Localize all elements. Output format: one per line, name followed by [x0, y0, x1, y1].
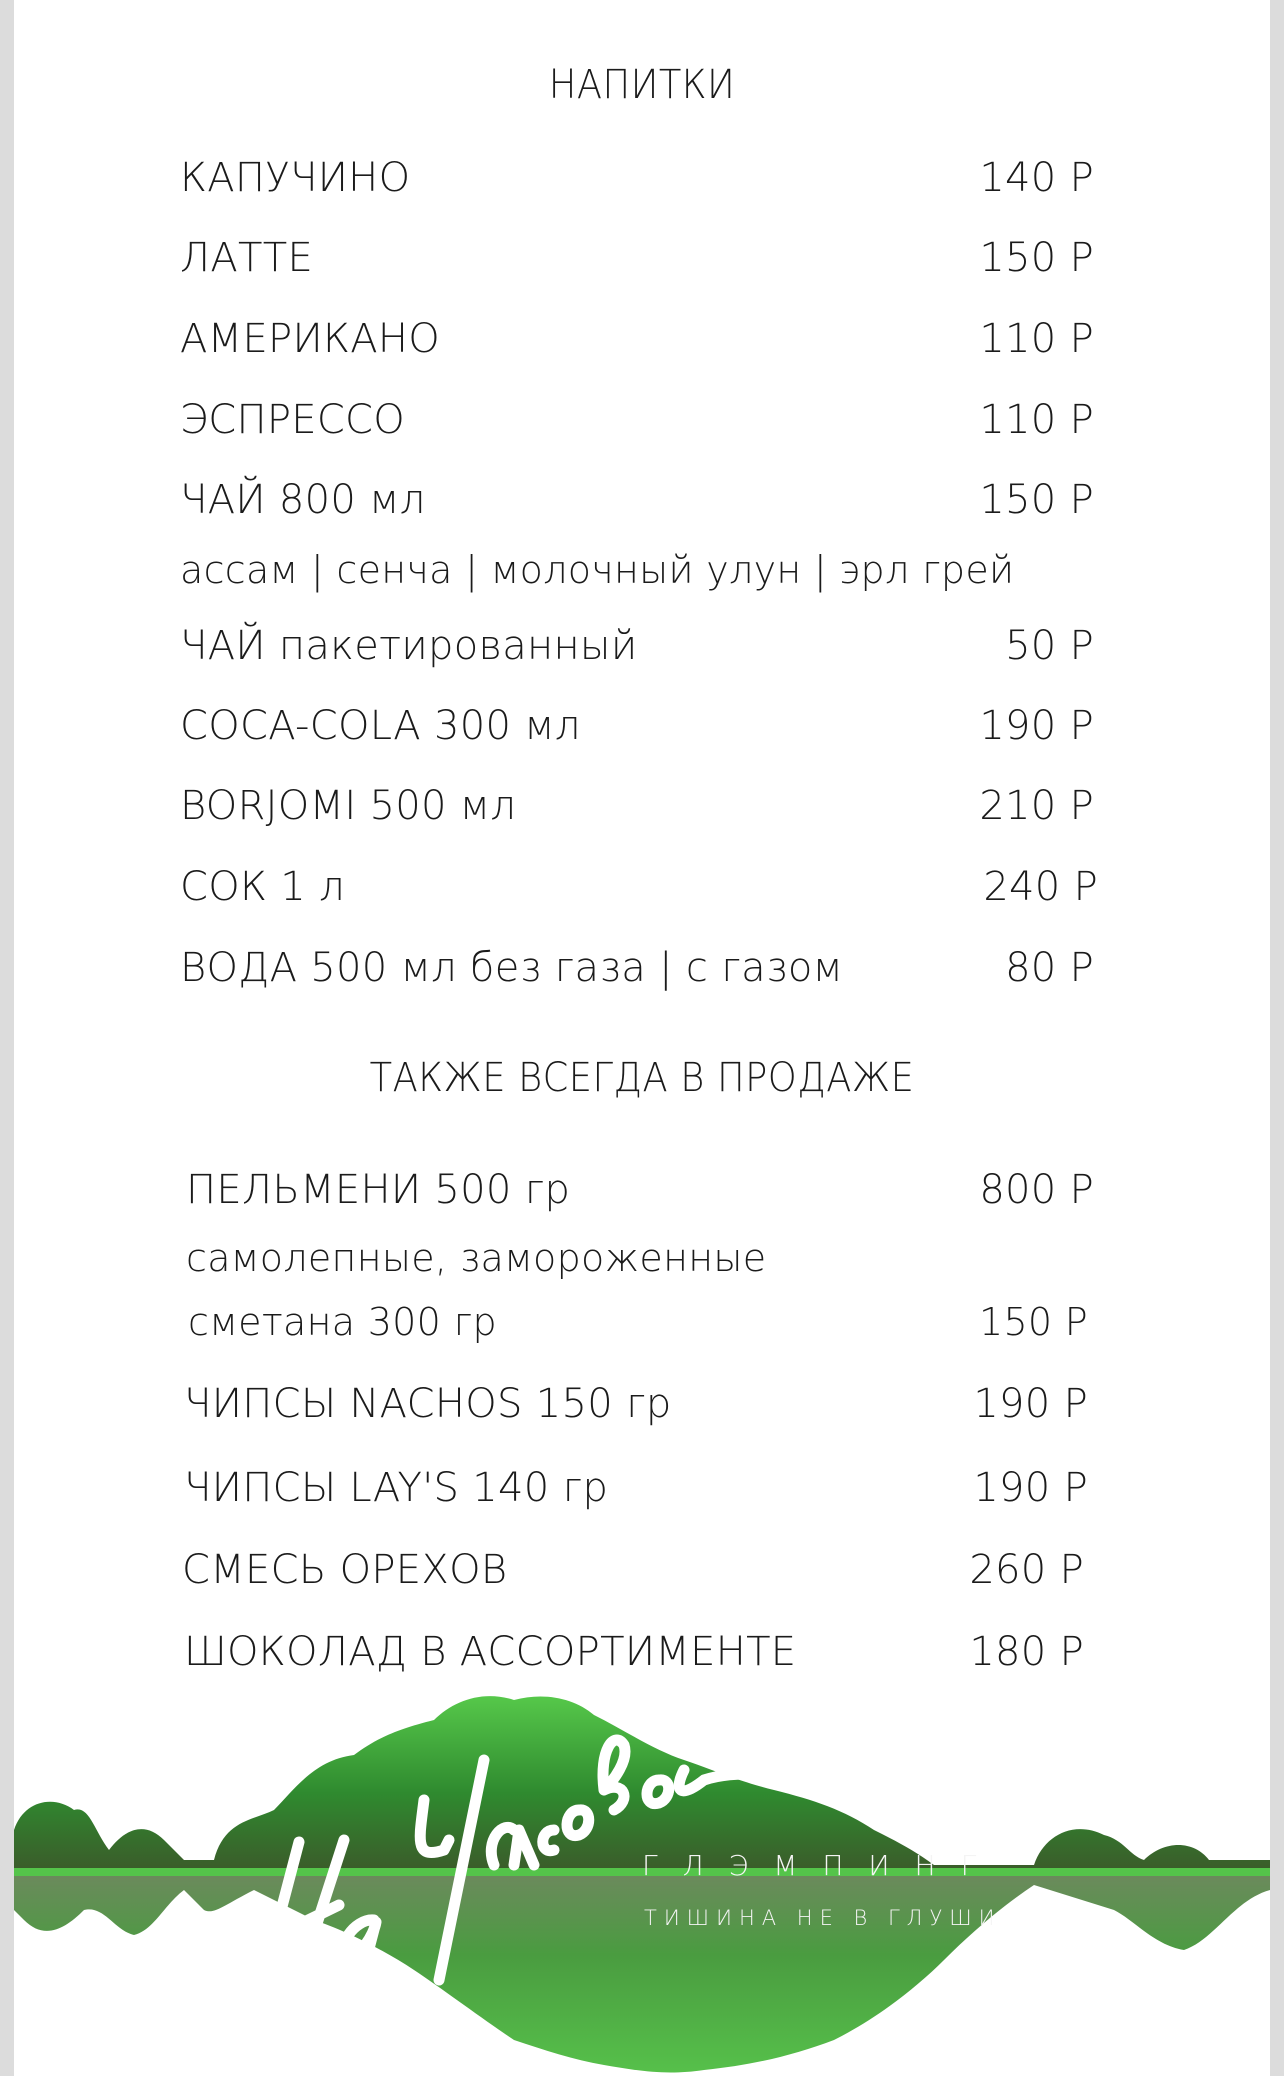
- item-name: сметана 300 гр: [188, 1300, 497, 1344]
- item-price: 80 Р: [1005, 945, 1094, 991]
- item-price: 190 Р: [973, 1465, 1088, 1511]
- menu-row: [186, 1165, 1094, 1215]
- logo-tagline: ТИШИНА НЕ В ГЛУШИ: [644, 1906, 1002, 1930]
- item-price: 110 Р: [979, 316, 1094, 362]
- item-price: 260 Р: [969, 1547, 1084, 1593]
- also-on-sale-heading: ТАКЖЕ ВСЕГДА В ПРОДАЖЕ: [369, 1055, 915, 1101]
- item-description: самолепные, замороженные: [186, 1236, 767, 1280]
- menu-row: [180, 395, 1094, 445]
- menu-row: [180, 621, 1094, 671]
- item-name: COCA-COLA 300 мл: [180, 703, 581, 749]
- item-name: СМЕСЬ ОРЕХОВ: [182, 1547, 508, 1593]
- menu-row-description: [180, 545, 1094, 595]
- forest-reflection-icon: [14, 1690, 1270, 2076]
- item-name: АМЕРИКАНО: [180, 316, 441, 362]
- item-description: ассам | сенча | молочный улун | эрл грей: [180, 548, 1015, 592]
- menu-row: [180, 781, 1094, 831]
- menu-row: [180, 701, 1094, 751]
- menu-row: [184, 1627, 1084, 1677]
- menu-row: [180, 475, 1094, 525]
- item-name: СОК 1 л: [180, 864, 345, 910]
- menu-row-description: [186, 1233, 1094, 1283]
- item-name: КАПУЧИНО: [180, 155, 411, 201]
- menu-row: [180, 314, 1094, 364]
- menu-row: [188, 1297, 1088, 1347]
- item-name: ЧИПСЫ LAY'S 140 гр: [184, 1465, 609, 1511]
- menu-row: [184, 1379, 1088, 1429]
- item-price: 800 Р: [979, 1167, 1094, 1213]
- menu-row: [184, 1463, 1088, 1513]
- glamping-logo: [14, 1690, 1270, 2076]
- drinks-heading: НАПИТКИ: [548, 62, 736, 108]
- item-price: 240 Р: [983, 864, 1098, 910]
- menu-row: [180, 153, 1094, 203]
- item-name: ШОКОЛАД В АССОРТИМЕНТЕ: [184, 1629, 797, 1675]
- menu-page: [14, 0, 1270, 2076]
- item-price: 180 Р: [969, 1629, 1084, 1675]
- item-price: 210 Р: [979, 783, 1094, 829]
- item-name: ЧАЙ пакетированный: [180, 623, 638, 669]
- logo-subtitle: ГЛЭМПИНГ: [642, 1849, 1002, 1882]
- item-name: ЭСПРЕССО: [180, 397, 406, 443]
- item-price: 150 Р: [978, 1300, 1088, 1344]
- item-name: BORJOMI 500 мл: [180, 783, 517, 829]
- item-price: 110 Р: [979, 397, 1094, 443]
- item-name: ПЕЛЬМЕНИ 500 гр: [186, 1167, 571, 1213]
- item-price: 150 Р: [979, 235, 1094, 281]
- menu-row: [180, 862, 1098, 912]
- item-name: ВОДА 500 мл без газа | с газом: [180, 945, 844, 991]
- item-price: 190 Р: [973, 1381, 1088, 1427]
- menu-row: [182, 1545, 1084, 1595]
- item-price: 150 Р: [979, 477, 1094, 523]
- item-name: ЛАТТЕ: [180, 235, 314, 281]
- item-price: 50 Р: [1005, 623, 1094, 669]
- item-name: ЧАЙ 800 мл: [180, 477, 426, 523]
- item-price: 190 Р: [979, 703, 1094, 749]
- menu-row: [180, 943, 1094, 993]
- item-name: ЧИПСЫ NACHOS 150 гр: [184, 1381, 672, 1427]
- menu-row: [180, 233, 1094, 283]
- item-price: 140 Р: [979, 155, 1094, 201]
